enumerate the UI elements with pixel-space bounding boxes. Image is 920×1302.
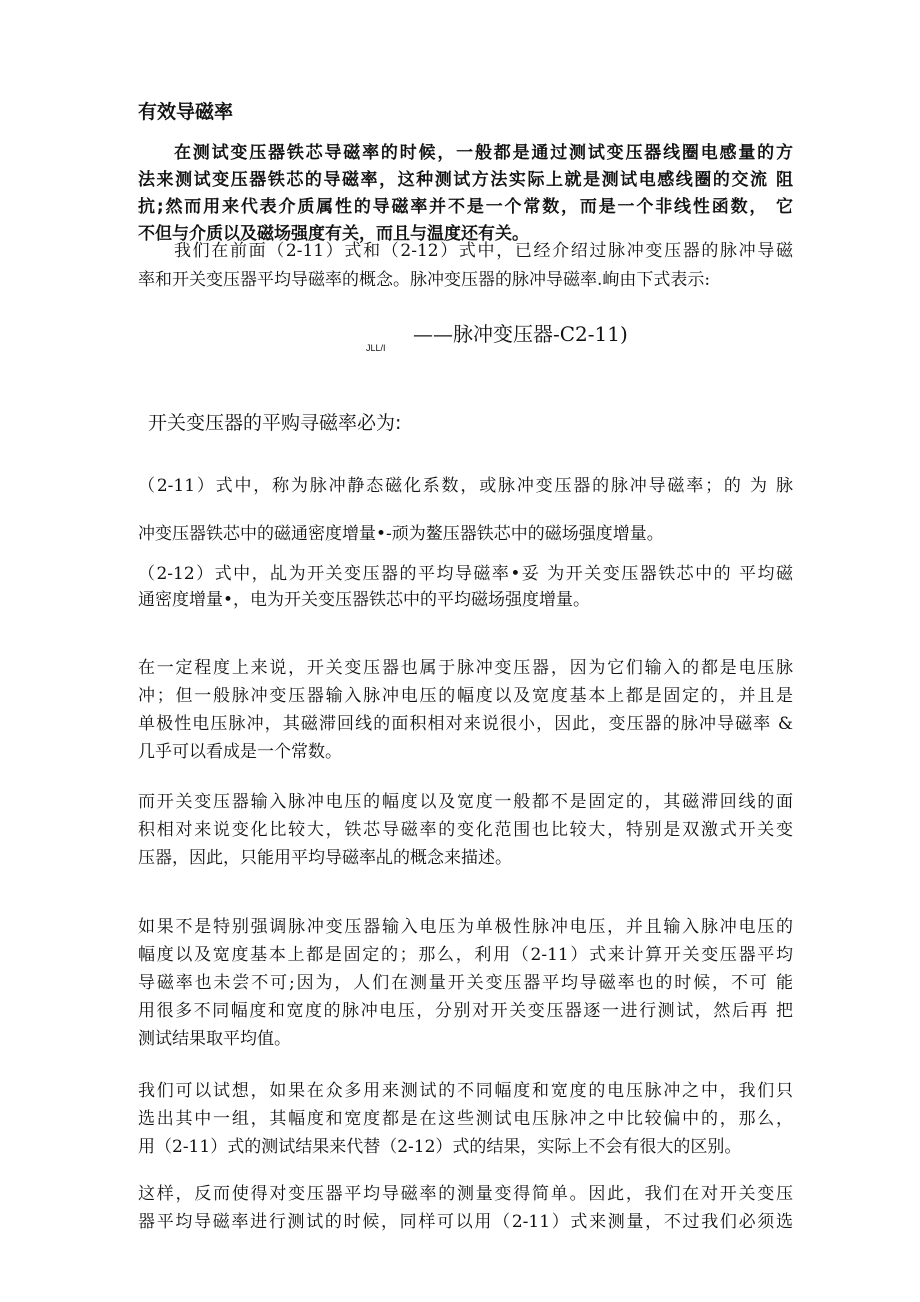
paragraph-8 [138, 1077, 793, 1161]
text-line: 单极性电压脉冲，其磁滞回线的面积相对来说很小，因此，变压器的脉冲导磁率 & [138, 714, 793, 734]
text-line: 在一定程度上来说，开关变压器也属于脉冲变压器，因为它们输入的都是电压脉 [138, 658, 793, 678]
text-line: （2-12）式中，乩为开关变压器的平均导磁率•妥 为开关变压器铁芯中的 平均磁 [138, 564, 793, 584]
formula-label: ——脉冲变压器-C2-11) [413, 322, 628, 346]
text-line: 如果不是特别强调脉冲变压器输入电压为单极性脉冲电压，并且输入脉冲电压的 [138, 917, 793, 937]
text-line: 在测试变压器铁芯导磁率的时候，一般都是通过测试变压器线圈电感量的方 [174, 143, 793, 163]
text-line: 这样，反而使得对变压器平均导磁率的测量变得简单。因此，我们在对开关变压 [138, 1184, 793, 1204]
paragraph-3 [138, 462, 793, 558]
text-line: 法来测试变压器铁芯的导磁率，这种测试方法实际上就是测试电感线圈的交流 阻 [138, 170, 793, 190]
text-line: 我们在前面（2-11）式和（2-12）式中，已经介绍过脉冲变压器的脉冲导磁 [174, 241, 793, 261]
text-line: 而开关变压器输入脉冲电压的幅度以及宽度一般都不是固定的，其磁滞回线的面 [138, 792, 793, 812]
text-line: 用（2-11）式的测试结果来代替（2-12）式的结果，实际上不会有很大的区别。 [138, 1137, 742, 1157]
text-line: 率和开关变压器平均导磁率的概念。脉冲变压器的脉冲导磁率.峋由下式表示: [138, 270, 711, 290]
text-line: 通密度增量•，电为开关变压器铁芯中的平均磁场强度增量。 [138, 590, 591, 610]
text-line: 测试结果取平均值。 [138, 1029, 291, 1049]
text-line: 选出其中一组，其幅度和宽度都是在这些测试电压脉冲之中比较偏中的，那么， [138, 1109, 793, 1129]
text-line: 器平均导磁率进行测试的时候，同样可以用（2-11）式来测量，不过我们必须选 [138, 1212, 793, 1232]
text-line: 几乎可以看成是一个常数。 [138, 742, 342, 762]
text-line: 压器，因此，只能用平均导磁率乩的概念来描述。 [138, 848, 512, 868]
text-line: 幅度以及宽度基本上都是固定的；那么，利用（2-11）式来计算开关变压器平均 [138, 945, 793, 965]
text-line: 冲；但一般脉冲变压器输入脉冲电压的幅度以及宽度基本上都是固定的，并且是 [138, 686, 793, 706]
intro-paragraph [138, 140, 793, 248]
text-line: 冲变压器铁芯中的磁通密度增量•-顽为鳌压器铁芯中的磁场强度增量。 [138, 524, 664, 544]
paragraph-6 [138, 788, 793, 872]
formula-subscript: JLL/I [366, 343, 386, 353]
paragraph-2 [138, 237, 793, 295]
page-title: 有效导磁率 [138, 101, 234, 123]
text-line: 导磁率也未尝不可;因为，人们在测量开关变压器平均导磁率也的时候，不可 能 [138, 973, 793, 993]
text-line: 不但与介质以及磁场强度有关，而且与温度还有关。 [138, 224, 529, 244]
text-line: （2-11）式中，称为脉冲静态磁化系数，或脉冲变压器的脉冲导磁率；的 为 脉 [138, 476, 793, 496]
text-line: 我们可以试想，如果在众多用来测试的不同幅度和宽度的电压脉冲之中，我们只 [138, 1081, 793, 1101]
text-line: 用很多不同幅度和宽度的脉冲电压，分别对开关变压器逐一进行测试，然后再 把 [138, 1001, 793, 1021]
paragraph-9 [138, 1180, 793, 1236]
paragraph-7 [138, 913, 793, 1053]
section-heading: 开关变压器的平购寻磁率必为: [148, 412, 402, 434]
text-line: 积相对来说变化比较大，铁芯导磁率的变化范围也比较大，特别是双激式开关变 [138, 820, 793, 840]
paragraph-4 [138, 561, 793, 613]
paragraph-5 [138, 654, 793, 766]
text-line: 抗;然而用来代表介质属性的导磁率并不是一个常数，而是一个非线性函数， 它 [138, 197, 793, 217]
